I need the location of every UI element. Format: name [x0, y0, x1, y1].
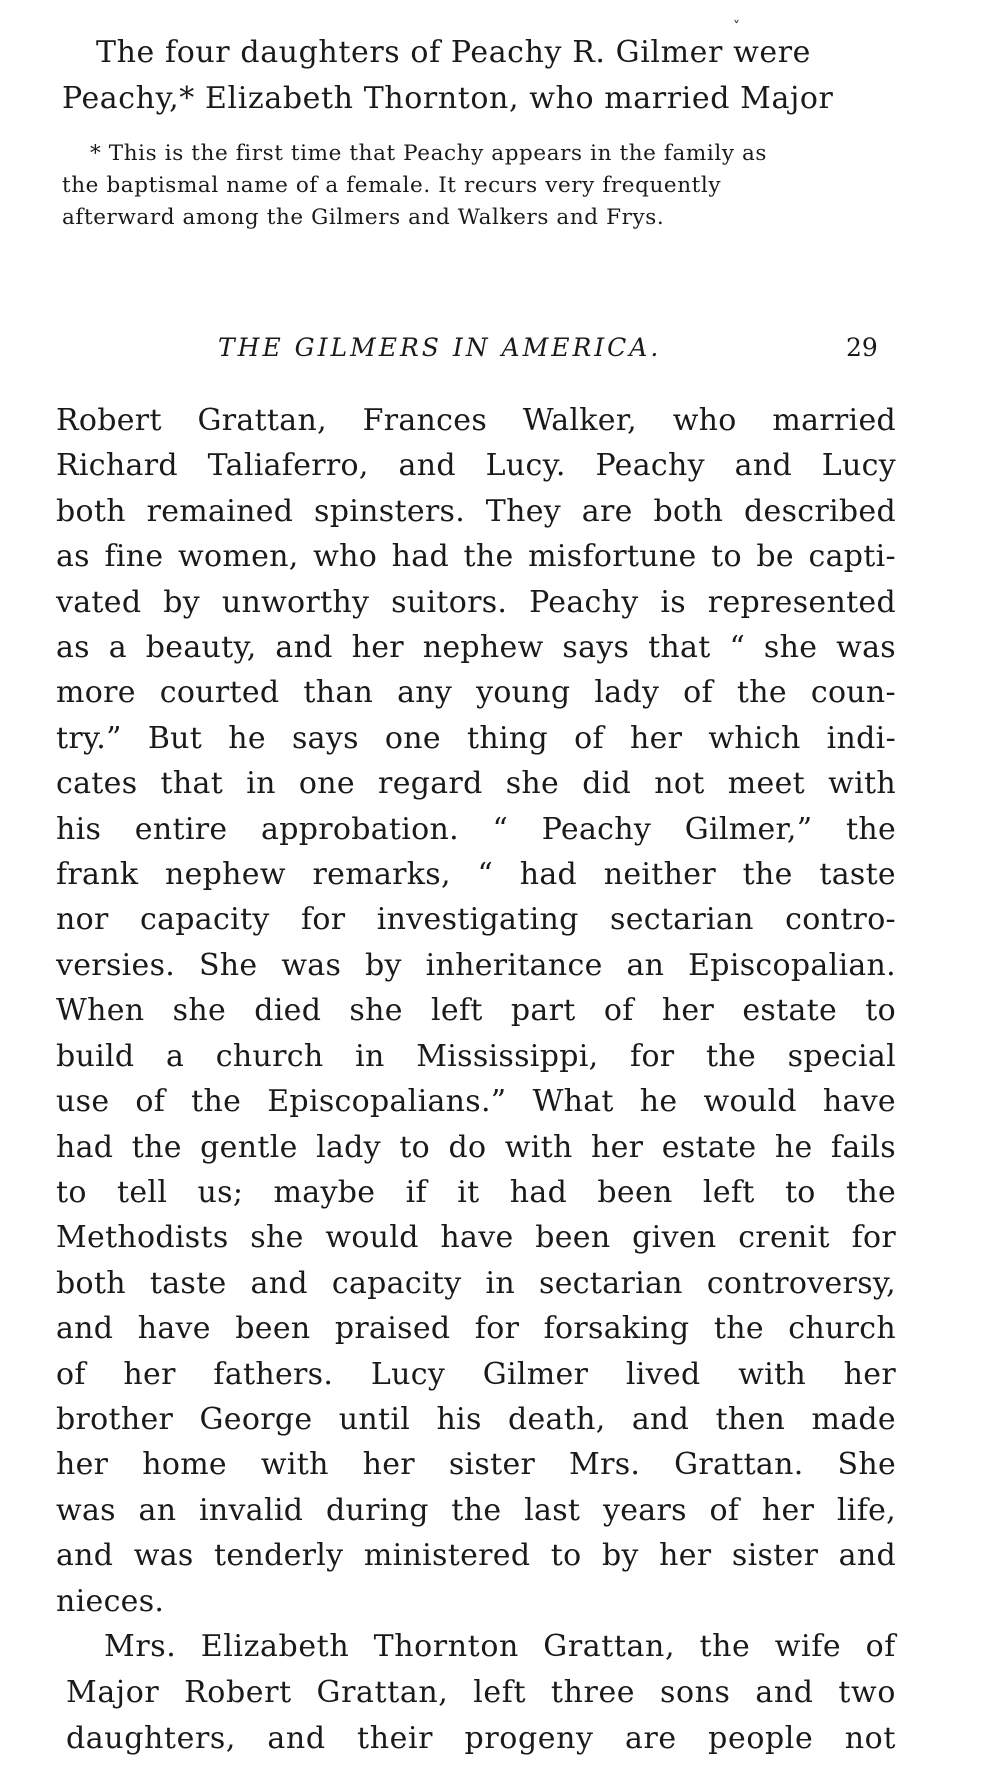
body-paragraph: [56, 398, 896, 1624]
text-line: and have been praised for forsaking the church: [56, 1311, 896, 1347]
text-line: Methodists she would have been given crenit for: [56, 1220, 896, 1256]
text-line: as fine women, who had the misfortune to be capti-: [56, 539, 896, 575]
text-line: daughters, and their progeny are people not: [66, 1721, 896, 1756]
text-line: cates that in one regard she did not meet with: [56, 766, 896, 802]
next-paragraph: [66, 1624, 896, 1762]
footnote-line: the baptismal name of a female. It recurs very frequently: [62, 173, 722, 198]
text-line: versies. She was by inheritance an Episcopalian.: [56, 947, 896, 983]
text-line: Peachy,* Elizabeth Thornton, who married Major: [62, 81, 834, 116]
text-line: her home with her sister Mrs. Grattan. She: [56, 1447, 896, 1483]
previous-page-text: [62, 30, 892, 122]
page-number: 29: [846, 333, 878, 362]
footnote: [62, 138, 892, 234]
running-title: THE GILMERS IN AMERICA.: [218, 333, 662, 362]
text-line: Richard Taliaferro, and Lucy. Peachy and Lucy: [56, 448, 896, 484]
footnote-line: * This is the first time that Peachy appears in the family as: [90, 141, 768, 166]
ink-mark: ˅: [733, 19, 740, 35]
text-line: use of the Episcopalians.” What he would have: [56, 1084, 896, 1120]
text-line: build a church in Mississippi, for the special: [56, 1038, 896, 1074]
text-line: to tell us; maybe if it had been left to the: [56, 1174, 896, 1210]
text-line: The four daughters of Peachy R. Gilmer were: [96, 35, 812, 70]
text-line: Major Robert Grattan, left three sons and two: [66, 1675, 896, 1710]
text-line: nor capacity for investigating sectarian contro-: [56, 902, 896, 938]
text-line: more courted than any young lady of the coun-: [56, 675, 896, 711]
text-line: nieces.: [56, 1583, 165, 1619]
text-line: When she died she left part of her estate to: [56, 993, 896, 1029]
running-head: [0, 328, 1004, 368]
text-line: of her fathers. Lucy Gilmer lived with her: [56, 1356, 896, 1392]
text-line: vated by unworthy suitors. Peachy is represented: [56, 584, 896, 620]
text-line: Robert Grattan, Frances Walker, who married: [56, 403, 896, 438]
footnote-line: afterward among the Gilmers and Walkers and Frys.: [62, 205, 665, 230]
text-line: Mrs. Elizabeth Thornton Grattan, the wife of: [104, 1629, 896, 1664]
text-line: frank nephew remarks, “ had neither the taste: [56, 857, 896, 893]
text-line: as a beauty, and her nephew says that “ she was: [56, 630, 896, 666]
text-line: both remained spinsters. They are both described: [56, 493, 896, 529]
text-line: had the gentle lady to do with her estate he fails: [56, 1129, 896, 1165]
text-line: his entire approbation. “ Peachy Gilmer,” the: [56, 811, 896, 847]
text-line: was an invalid during the last years of her life,: [56, 1492, 896, 1528]
text-line: and was tenderly ministered to by her sister and: [56, 1538, 896, 1574]
text-line: brother George until his death, and then made: [56, 1401, 896, 1437]
text-line: both taste and capacity in sectarian controversy,: [56, 1265, 896, 1301]
text-line: try.” But he says one thing of her which indi-: [56, 720, 896, 756]
